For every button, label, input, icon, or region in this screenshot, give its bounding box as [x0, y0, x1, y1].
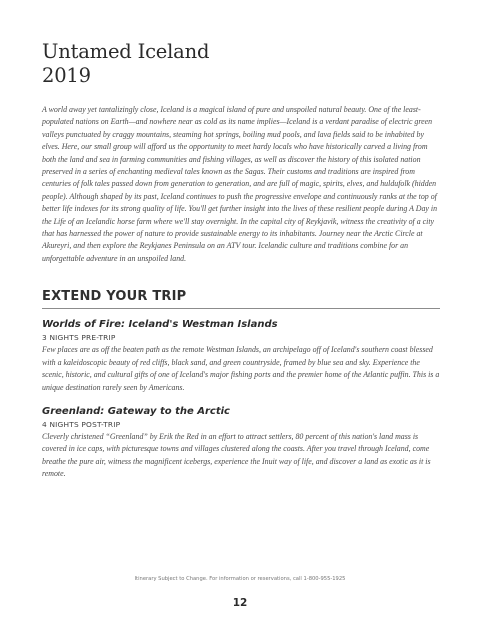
trip-duration: 3 NIGHTS PRE-TRIP — [42, 333, 116, 343]
intro-paragraph: A world away yet tantalizingly close, Iceland is a magical island of pure and unspoiled natural beauty. One of the least-populated nations on Earth—and nowhere near as cold as its name implies—Iceland is a verdant paradise of electric green valleys punctuated by craggy mountains, steaming hot springs, boiling mud pools, and lava fields said to be inhabited by elves. Here, our small group will afford us the opportunity to meet hardy locals who have historically carved a living from both the land and sea in farming communities and fishing villages, as well as discover the history of this isolated nation preserved in a series of enchanting medieval tales known as the Sagas. Their customs and traditions are inspired from centuries of folk tales passed down from generation to generation, and are full of magic, spirits, elves, and huldufolk (hidden people). Although shaped by its past, Iceland continues to push the progressive envelope and continuously ranks at the top of better life indexes for its strong quality of life. You'll get further insight into the lives of these resilient people during A Day in the Life of an Icelandic horse farm where we'll stay overnight. In the capital city of Reykjavik, witness the creativity of a city that has harnessed the power of nature to provide sustainable energy to its inhabitants. Journey near the Arctic Circle at Akureyri, and then explore the Reykjanes Peninsula on an ATV tour. Icelandic culture and traditions combine for an unforgettable adventure in an unspoiled land. — [42, 105, 438, 263]
page-number: 12 — [232, 597, 248, 609]
trip-title: Worlds of Fire: Iceland's Westman Islands — [42, 319, 278, 331]
trip-greenland — [42, 406, 440, 481]
page-content — [42, 40, 440, 481]
footer-note: Itinerary Subject to Change. For information or reservations, call 1-800-955-1925 — [134, 576, 346, 582]
trip-title: Greenland: Gateway to the Arctic — [42, 405, 230, 417]
trip-duration: 4 NIGHTS POST-TRIP — [42, 419, 121, 429]
trip-westman-islands — [42, 319, 440, 394]
page-title — [42, 40, 440, 88]
trip-description: Cleverly christened “Greenland” by Erik the Red in an effort to attract settlers, 80 percent of this nation's land mass is covered in ice caps, with picturesque towns and villages clustered along the coasts. After you travel through Iceland, come breathe the pure air, witness the magnificent icebergs, experience the Inuit way of life, and discover a land as exotic as it is remote. — [42, 431, 431, 479]
title-line-2: 2019 — [42, 64, 91, 87]
extend-trip-heading: EXTEND YOUR TRIP — [42, 289, 440, 309]
trip-description: Few places are as off the beaten path as the remote Westman Islands, an archipelago off of Iceland's southern coast blessed with a kaleidoscopic beauty of red cliffs, black sand, and green countryside, framed by blue sea and sky. Experience the scenic, historic, and cultural gifts of one of Iceland's major fishing ports and the premier home of the Atlantic puffin. This is a unique destination rarely seen by Americans. — [42, 345, 440, 392]
title-line-1: Untamed Iceland — [42, 40, 210, 63]
